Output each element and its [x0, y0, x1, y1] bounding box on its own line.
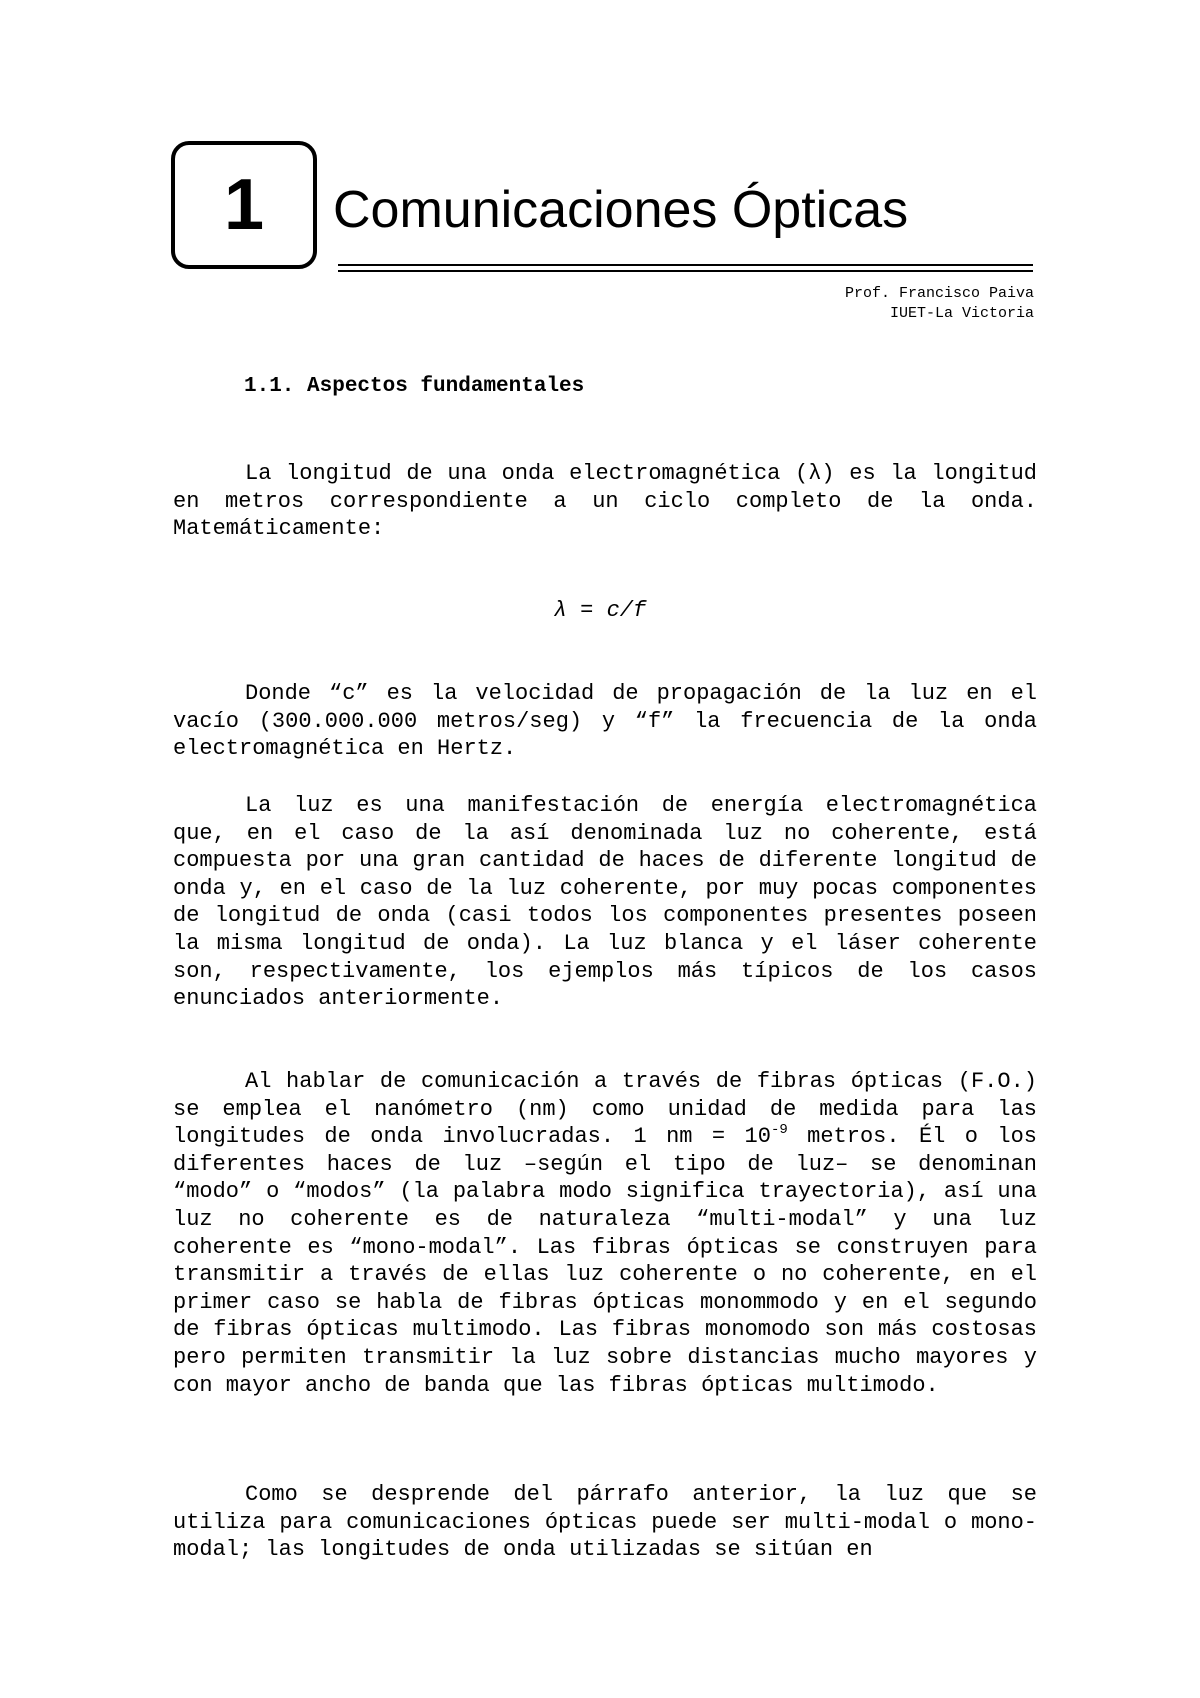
chapter-title: Comunicaciones Ópticas	[333, 181, 909, 239]
title-rule-upper	[338, 264, 1033, 266]
title-rule-lower	[338, 270, 1033, 272]
author-block	[845, 284, 1034, 324]
paragraph-text-part: Al hablar de comunicación a través de fibras ópticas (F.O.) se emplea el nanómetro (nm) como unidad de medida para las longitudes de onda involucradas. 1 nm = 10	[173, 1069, 1037, 1150]
exponent: -9	[770, 1122, 788, 1139]
chapter-number: 1	[223, 165, 265, 245]
paragraph-light-energy: La luz es una manifestación de energía electromagnética que, en el caso de la así denominada luz no coherente, está compuesta por una gran cantidad de haces de diferente longitud de onda y, en el caso de la luz coherente, por muy pocas componentes de longitud de onda (casi todos los componentes presentes poseen la misma longitud de onda). La luz blanca y el láser coherente son, respectivamente, los ejemplos más típicos de los casos enunciados anteriormente.	[173, 793, 1037, 1012]
paragraph-wavelength-definition: La longitud de una onda electromagnética (λ) es la longitud en metros correspondiente a un ciclo completo de la onda. Matemáticamente:	[173, 461, 1037, 542]
paragraph-text-part: metros. Él o los diferentes haces de luz –según el tipo de luz– se denominan “modo” o “modos” (la palabra modo significa trayectoria), así una luz no coherente es de naturaleza “multi-modal” y una luz coherente es “mono-modal”. Las fibras ópticas se construyen para transmitir a través de ellas luz coherente o no coherente, en el primer caso se habla de fibras ópticas monommodo y en el segundo de fibras ópticas multimodo. Las fibras monomodo son más costosas pero permiten transmitir la luz sobre distancias mucho mayores y con mayor ancho de banda que las fibras ópticas multimodo.	[173, 1124, 1038, 1398]
paragraph-optical-fiber-modes	[173, 1068, 1037, 1399]
author-name: Prof. Francisco Paiva	[844, 285, 1034, 302]
wavelength-formula: λ = c/f	[553, 598, 647, 623]
paragraph-formula-explanation: Donde “c” es la velocidad de propagación de la luz en el vacío (300.000.000 metros/seg) y “f” la frecuencia de la onda electromagnética en Hertz.	[173, 681, 1037, 762]
paragraph-wavelengths-used: Como se desprende del párrafo anterior, la luz que se utiliza para comunicaciones ópticas puede ser multi-modal o mono-modal; las longitudes de onda utilizadas se sitúan en	[173, 1482, 1037, 1563]
section-heading: 1.1. Aspectos fundamentales	[244, 375, 585, 398]
author-institution: IUET-La Victoria	[889, 305, 1034, 322]
chapter-number-box	[171, 141, 317, 269]
